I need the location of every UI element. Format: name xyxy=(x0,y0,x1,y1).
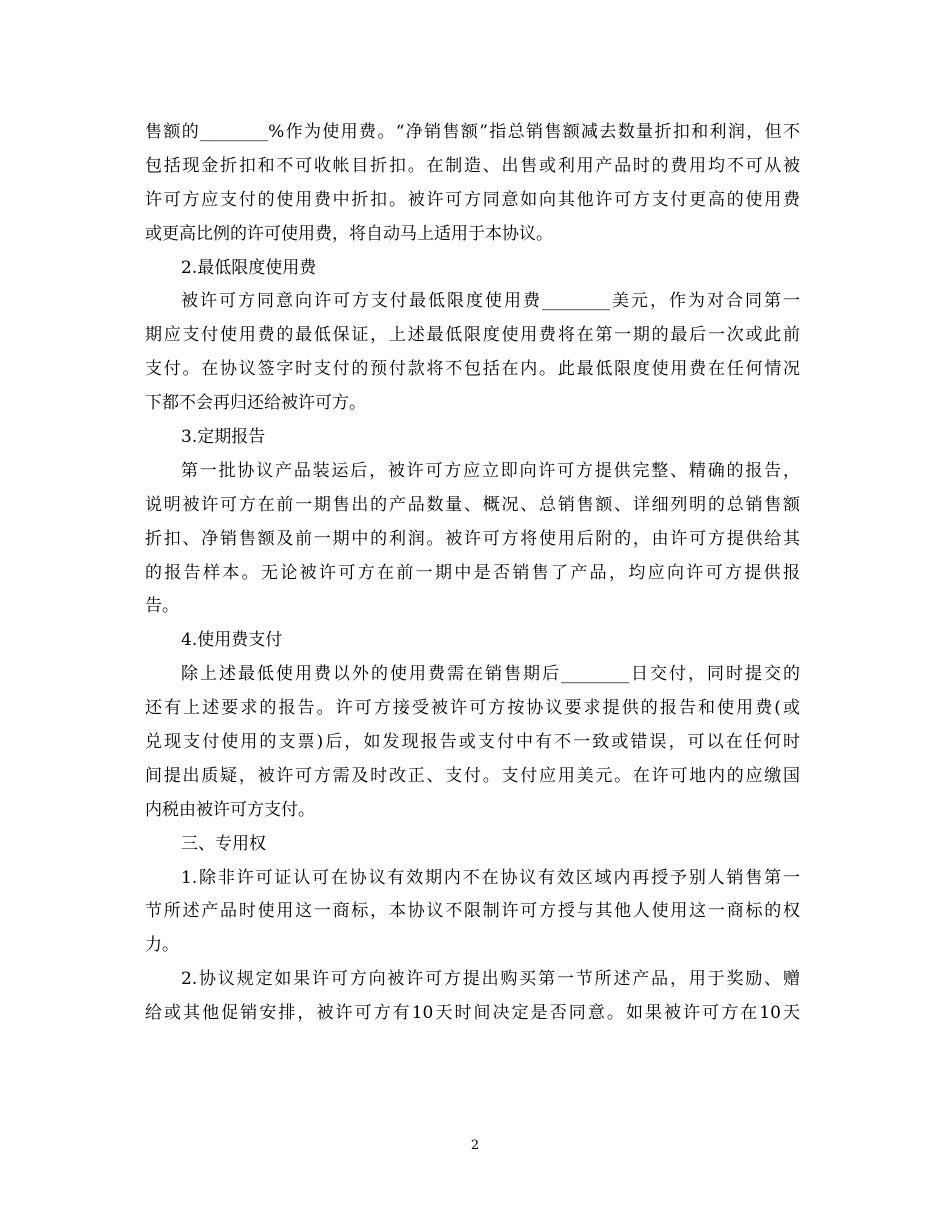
paragraph xyxy=(145,963,800,1031)
text-line: 内税由被许可方支付。 xyxy=(145,799,315,820)
paragraph xyxy=(145,116,800,252)
text-line: 间提出质疑，被许可方需及时改正、支付。支付应用美元。在许可地内的应缴国 xyxy=(145,765,800,786)
text-line: 或更高比例的许可使用费，将自动马上适用于本协议。 xyxy=(145,223,553,244)
text-line: 三、专用权 xyxy=(181,833,266,854)
text-line: 给或其他促销安排，被许可方有10天时间决定是否同意。如果被许可方在10天 xyxy=(145,1003,800,1024)
text-line: 节所述产品时使用这一商标，本协议不限制许可方授与其他人使用这一商标的权 xyxy=(145,901,800,922)
section-heading xyxy=(145,421,800,455)
text-line: 说明被许可方在前一期售出的产品数量、概况、总销售额、详细列明的总销售额 xyxy=(145,494,800,515)
document-body xyxy=(145,116,800,1031)
section-heading xyxy=(145,624,800,658)
text-line: 被许可方同意向许可方支付最低限度使用费________美元，作为对合同第一 xyxy=(181,291,800,312)
text-line: 还有上述要求的报告。许可方接受被许可方按协议要求提供的报告和使用费(或 xyxy=(145,698,800,719)
text-line: 除上述最低使用费以外的使用费需在销售期后________日交付，同时提交的 xyxy=(181,664,800,685)
section-heading xyxy=(145,252,800,286)
text-line: 折扣、净销售额及前一期中的利润。被许可方将使用后附的，由许可方提供给其 xyxy=(145,528,800,549)
text-line: 第一批协议产品装运后，被许可方应立即向许可方提供完整、精确的报告， xyxy=(181,460,800,481)
text-line: 力。 xyxy=(145,935,179,956)
text-line: 包括现金折扣和不可收帐目折扣。在制造、出售或利用产品时的费用均不可从被 xyxy=(145,155,800,176)
paragraph xyxy=(145,285,800,421)
paragraph xyxy=(145,658,800,827)
paragraph xyxy=(145,455,800,624)
text-line: 2.协议规定如果许可方向被许可方提出购买第一节所述产品，用于奖励、赠 xyxy=(181,969,800,990)
text-line: 3.定期报告 xyxy=(181,427,266,448)
text-line: 期应支付使用费的最低保证，上述最低限度使用费将在第一期的最后一次或此前 xyxy=(145,325,800,346)
text-line: 许可方应支付的使用费中折扣。被许可方同意如向其他许可方支付更高的使用费 xyxy=(145,189,800,210)
text-line: 支付。在协议签字时支付的预付款将不包括在内。此最低限度使用费在任何情况 xyxy=(145,359,800,380)
text-line: 下都不会再归还给被许可方。 xyxy=(145,393,366,414)
text-line: 4.使用费支付 xyxy=(181,630,283,651)
text-line: 的报告样本。无论被许可方在前一期中是否销售了产品，均应向许可方提供报 xyxy=(145,562,800,583)
text-line: 兑现支付使用的支票)后，如发现报告或支付中有不一致或错误，可以在任何时 xyxy=(145,732,800,753)
paragraph xyxy=(145,862,800,964)
text-line: 售额的________%作为使用费。“净销售额”指总销售额减去数量折扣和利润，但不 xyxy=(145,122,800,142)
text-line: 告。 xyxy=(145,596,179,617)
text-line: 2.最低限度使用费 xyxy=(181,257,317,278)
section-heading xyxy=(145,828,800,862)
text-line: 1.除非许可证认可在协议有效期内不在协议有效区域内再授予别人销售第一 xyxy=(181,867,800,888)
page-number: 2 xyxy=(470,1138,480,1153)
